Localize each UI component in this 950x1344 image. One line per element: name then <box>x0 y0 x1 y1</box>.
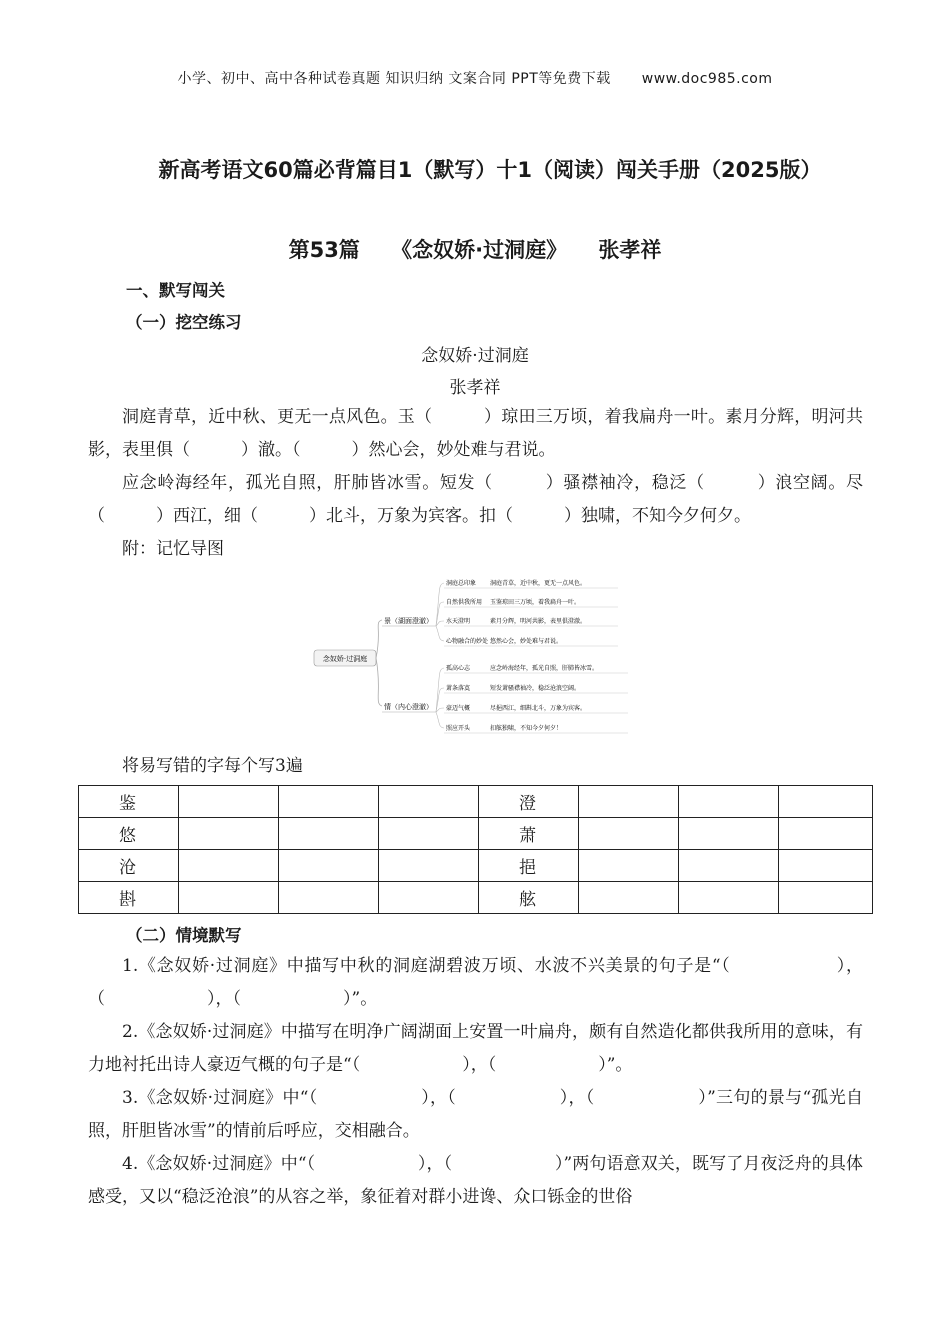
question-2: 2.《念奴娇·过洞庭》中描写在明净广阔湖面上安置一叶扁舟，颇有自然造化都供我所用的意味，有力地衬托出诗人豪迈气概的句子是“（ ），（ ）”。 <box>88 1022 863 1075</box>
mindmap-branch-scene: 景（湖面澄澈） <box>384 617 433 625</box>
header-url[interactable]: www.doc985.com <box>641 71 773 87</box>
write-cell[interactable] <box>679 882 779 914</box>
write-cell[interactable] <box>579 818 679 850</box>
table-row <box>79 786 873 818</box>
poem-paragraph-2: 应念岭海经年，孤光自照，肝肺皆冰雪。短发（ ）骚襟袖冷，稳泛（ ）浪空阔。尽（ ）西江，细（ ）北斗，万象为宾客。扣（ ）独啸，不知今夕何夕。 <box>88 473 863 526</box>
poem-title: 念奴娇·过洞庭 <box>421 346 529 366</box>
mindmap-branch-emotion: 情（内心澄澈） <box>384 703 433 711</box>
article-heading <box>0 234 950 264</box>
table-row <box>79 818 873 850</box>
write-cell[interactable] <box>779 882 873 914</box>
subsection-heading-2: （二）情境默写 <box>126 926 242 945</box>
page-header <box>0 68 950 88</box>
mindmap-tag: 洞庭总印象 <box>446 580 477 587</box>
mindmap-line: 玉鉴琼田三万顷，着我扁舟一叶。 <box>490 599 581 606</box>
char-cell: 斟 <box>79 882 179 914</box>
write-cell[interactable] <box>279 882 379 914</box>
write-cell[interactable] <box>179 786 279 818</box>
write-cell[interactable] <box>579 882 679 914</box>
header-text: 小学、初中、高中各种试卷真题 知识归纳 文案合同 PPT等免费下载 <box>177 71 611 87</box>
mindmap-note: 附：记忆导图 <box>122 539 224 559</box>
mindmap-tag: 豪迈气概 <box>446 705 471 712</box>
write-cell[interactable] <box>779 850 873 882</box>
write-cell[interactable] <box>279 850 379 882</box>
mindmap-tag: 萧条落寞 <box>446 685 471 692</box>
char-cell: 沧 <box>79 850 179 882</box>
mindmap-line: 洞庭青草，近中秋，更无一点风色。 <box>490 580 587 587</box>
poem-body <box>88 401 863 566</box>
write-cell[interactable] <box>679 818 779 850</box>
write-cell[interactable] <box>579 786 679 818</box>
char-cell: 鉴 <box>79 786 179 818</box>
mindmap-tag: 水天澄明 <box>446 618 471 625</box>
document-title: 新高考语文60篇必背篇目1（默写）十1（阅读）闯关手册（2025版） <box>158 158 822 182</box>
mindmap-line: 应念岭海经年，孤光自照，肝肺皆冰雪。 <box>490 665 599 672</box>
char-cell: 挹 <box>479 850 579 882</box>
table-row <box>79 850 873 882</box>
char-cell: 澄 <box>479 786 579 818</box>
subsection-heading-1: （一）挖空练习 <box>126 313 242 332</box>
mindmap-line: 尽挹西江，细斟北斗，万象为宾客。 <box>490 705 587 712</box>
write-cell[interactable] <box>779 786 873 818</box>
section-heading-1: 一、默写闯关 <box>126 281 225 300</box>
article-author: 张孝祥 <box>598 238 662 262</box>
practice-label: 将易写错的字每个写3遍 <box>122 756 303 776</box>
write-cell[interactable] <box>279 786 379 818</box>
question-4: 4.《念奴娇·过洞庭》中“（ ），（ ）”两句语意双关，既写了月夜泛舟的具体感受，又以“稳泛沧浪”的从容之举，象征着对群小进谗、众口铄金的世俗 <box>88 1154 863 1207</box>
article-number: 第53篇 <box>288 238 360 262</box>
write-cell[interactable] <box>779 818 873 850</box>
mindmap-root: 念奴娇·过洞庭 <box>322 655 368 663</box>
write-cell[interactable] <box>679 786 779 818</box>
write-cell[interactable] <box>179 850 279 882</box>
char-cell: 萧 <box>479 818 579 850</box>
char-cell: 舷 <box>479 882 579 914</box>
mindmap-line: 短发萧骚襟袖冷，稳泛沧浪空阔。 <box>490 685 581 692</box>
mindmap-tag: 自然供我所用 <box>446 599 483 606</box>
article-work: 《念奴娇·过洞庭》 <box>391 238 568 262</box>
poem-author: 张孝祥 <box>449 378 501 398</box>
mindmap-line: 悠然心会，妙处难与君说。 <box>490 638 563 645</box>
memory-mindmap <box>312 570 642 742</box>
write-cell[interactable] <box>379 786 479 818</box>
question-list <box>88 950 863 1214</box>
write-cell[interactable] <box>579 850 679 882</box>
char-cell: 悠 <box>79 818 179 850</box>
practice-instruction <box>88 750 863 783</box>
write-cell[interactable] <box>179 882 279 914</box>
poem-paragraph-1: 洞庭青草，近中秋、更无一点风色。玉（ ）琼田三万顷，着我扁舟一叶。素月分辉，明河共影，表里俱（ ）澈。（ ）然心会，妙处难与君说。 <box>88 407 863 460</box>
mindmap-line: 扣舷独啸，不知今夕何夕！ <box>490 725 563 732</box>
write-cell[interactable] <box>179 818 279 850</box>
practice-table <box>78 785 873 914</box>
write-cell[interactable] <box>279 818 379 850</box>
write-cell[interactable] <box>679 850 779 882</box>
write-cell[interactable] <box>379 818 479 850</box>
question-1: 1.《念奴娇·过洞庭》中描写中秋的洞庭湖碧波万顷、水波不兴美景的句子是“（ ），（ ），（ ）”。 <box>88 956 863 1009</box>
write-cell[interactable] <box>379 882 479 914</box>
mindmap-tag: 孤高心志 <box>446 665 471 672</box>
table-row <box>79 882 873 914</box>
mindmap-tag: 心物融合的妙处 <box>446 638 489 645</box>
mindmap-line: 素月分辉，明河共影，表里俱澄澈。 <box>490 618 587 625</box>
write-cell[interactable] <box>379 850 479 882</box>
question-3: 3.《念奴娇·过洞庭》中“（ ），（ ），（ ）”三句的景与“孤光自照，肝胆皆冰雪”的情前后呼应，交相融合。 <box>88 1088 863 1141</box>
mindmap-tag: 照应开头 <box>446 725 471 732</box>
